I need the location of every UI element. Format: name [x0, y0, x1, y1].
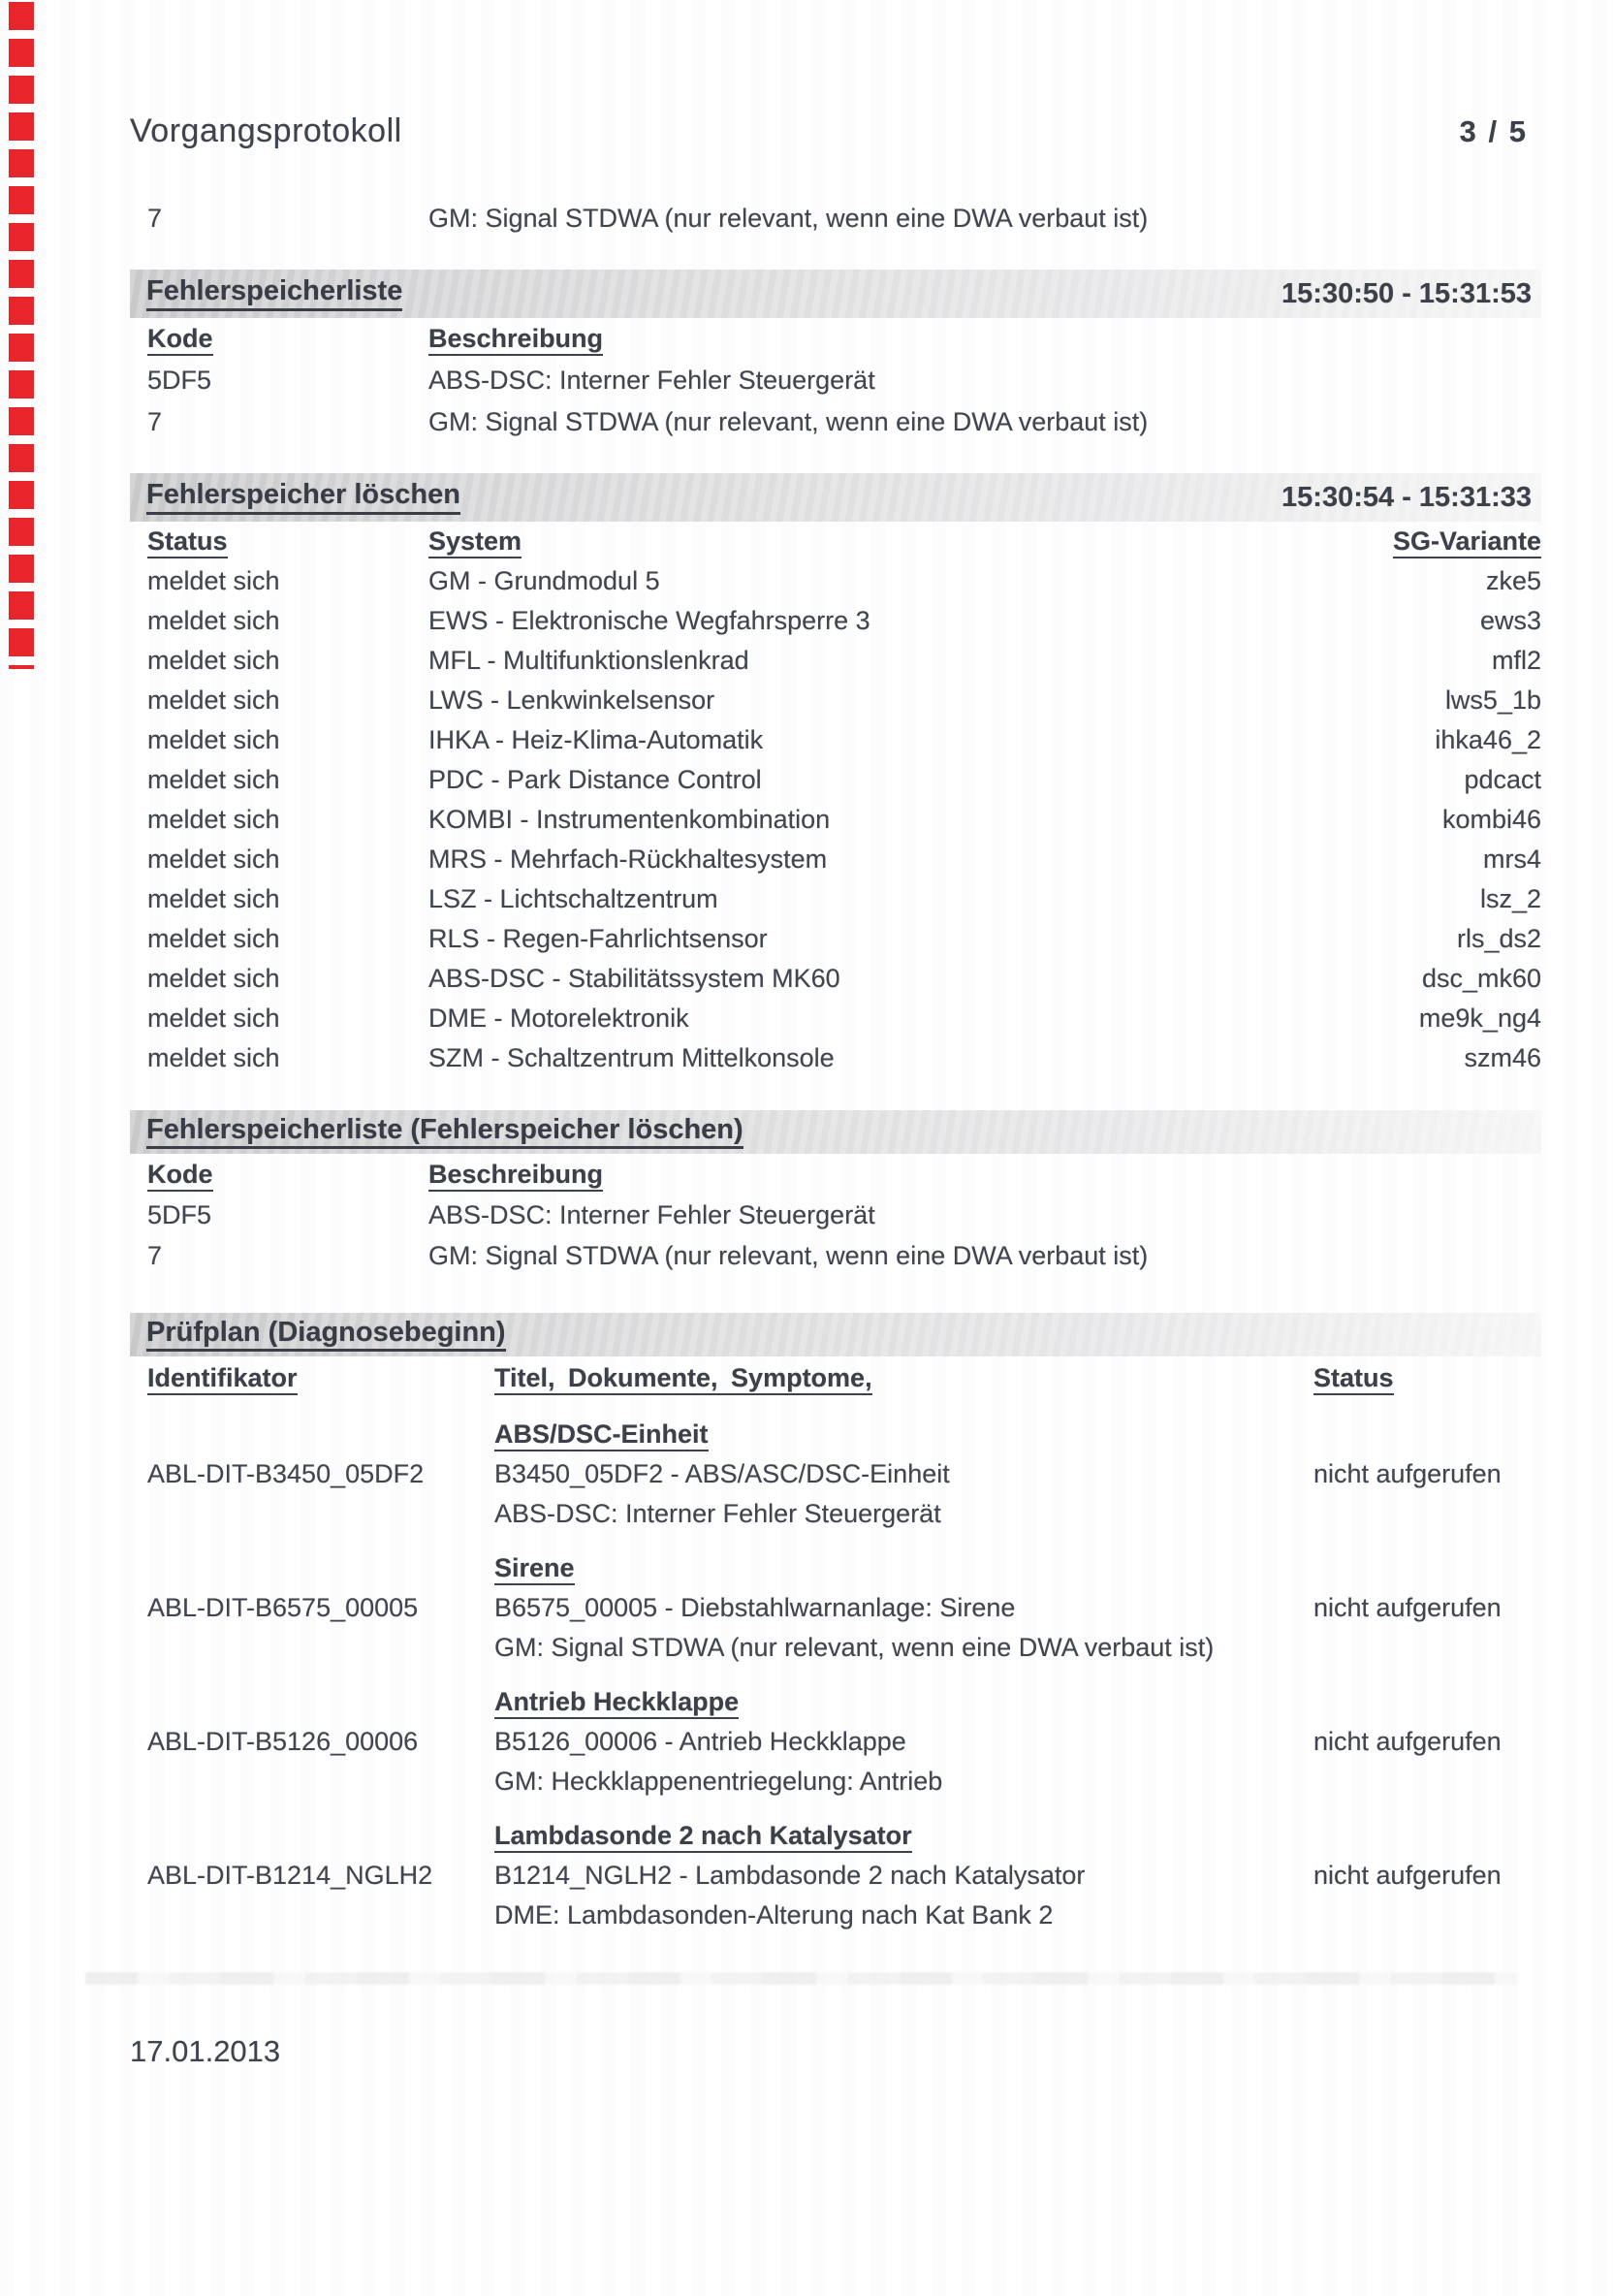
status-cell: meldet sich: [147, 566, 280, 595]
table-row: [130, 720, 1541, 760]
status-cell: nicht aufgerufen: [1313, 1593, 1502, 1622]
pruefplan-entry: [130, 1816, 1541, 1935]
status-cell: meldet sich: [147, 765, 280, 794]
section-bar-pruefplan: [130, 1313, 1541, 1356]
group-heading: Sirene: [494, 1553, 575, 1585]
system-cell: LWS - Lenkwinkelsensor: [428, 686, 715, 715]
symptom-line: ABS-DSC: Interner Fehler Steuergerät: [494, 1499, 941, 1528]
section-bar-fehlerspeicher-loeschen: [130, 473, 1541, 522]
beschreibung-cell: GM: Signal STDWA (nur relevant, wenn eine DWA verbaut ist): [428, 204, 1149, 233]
scan-artifact-red-marks: [9, 2, 34, 669]
table-header-row: [130, 1356, 1541, 1400]
system-cell: PDC - Park Distance Control: [428, 765, 762, 794]
identifikator-cell: ABL-DIT-B3450_05DF2: [147, 1459, 425, 1488]
table-row: [130, 840, 1541, 879]
table-row: [130, 1235, 1541, 1276]
titel-cell: B1214_NGLH2 - Lambdasonde 2 nach Katalysator: [494, 1861, 1086, 1890]
system-cell: DME - Motorelektronik: [428, 1004, 689, 1033]
section-fehlerspeicherliste-loeschen: [130, 1110, 1541, 1276]
system-cell: LSZ - Lichtschaltzentrum: [428, 884, 718, 913]
table-row: [130, 1454, 1541, 1494]
sg-variante-cell: kombi46: [1441, 805, 1541, 834]
beschreibung-cell: ABS-DSC: Interner Fehler Steuergerät: [428, 366, 875, 395]
sg-variante-cell: pdcact: [1464, 765, 1541, 794]
system-cell: KOMBI - Instrumentenkombination: [428, 805, 831, 834]
sg-variante-cell: lsz_2: [1479, 884, 1541, 913]
status-cell: nicht aufgerufen: [1313, 1459, 1502, 1488]
sg-variante-cell: lws5_1b: [1444, 686, 1541, 715]
titel-cell: B5126_00006 - Antrieb Heckklappe: [494, 1727, 906, 1756]
column-header-beschreibung: Beschreibung: [428, 1160, 603, 1192]
group-heading: Antrieb Heckklappe: [494, 1687, 739, 1719]
column-header-identifikator: Identifikator: [147, 1363, 298, 1395]
page-title: Vorgangsprotokoll: [130, 112, 402, 149]
system-cell: RLS - Regen-Fahrlichtsensor: [428, 924, 768, 953]
column-header-kode: Kode: [147, 324, 213, 356]
sg-variante-cell: ews3: [1479, 606, 1541, 635]
status-cell: meldet sich: [147, 606, 280, 635]
table-row: [130, 879, 1541, 919]
table-row: [130, 1038, 1541, 1078]
table-row: [130, 360, 1541, 401]
titel-cell: B6575_00005 - Diebstahlwarnanlage: Sirene: [494, 1593, 1016, 1622]
status-cell: meldet sich: [147, 805, 280, 834]
beschreibung-cell: GM: Signal STDWA (nur relevant, wenn eine DWA verbaut ist): [428, 407, 1149, 436]
document-content: [130, 0, 1541, 2071]
kode-cell: 5DF5: [147, 1200, 212, 1229]
column-header-sg-variante: SG-Variante: [1393, 526, 1541, 558]
system-cell: IHKA - Heiz-Klima-Automatik: [428, 725, 764, 754]
identifikator-cell: ABL-DIT-B1214_NGLH2: [147, 1861, 433, 1890]
fehlerspeicherliste-table: [130, 318, 1541, 443]
sg-variante-cell: rls_ds2: [1456, 924, 1541, 953]
status-cell: meldet sich: [147, 845, 280, 874]
status-cell: meldet sich: [147, 725, 280, 754]
system-cell: MRS - Mehrfach-Rückhaltesystem: [428, 845, 828, 874]
identifikator-cell: ABL-DIT-B5126_00006: [147, 1727, 419, 1756]
table-row: [130, 601, 1541, 641]
sg-variante-cell: szm46: [1464, 1043, 1541, 1072]
kode-cell: 7: [147, 204, 163, 233]
sg-variante-cell: mrs4: [1483, 845, 1541, 874]
section-title: Fehlerspeicherliste (Fehlerspeicher löschen): [146, 1115, 743, 1150]
table-row: [130, 681, 1541, 720]
section-title: Fehlerspeicherliste: [146, 276, 402, 311]
table-row: [130, 919, 1541, 959]
group-heading: ABS/DSC-Einheit: [494, 1419, 709, 1451]
status-cell: meldet sich: [147, 686, 280, 715]
kode-cell: 7: [147, 1241, 163, 1270]
section-pruefplan: [130, 1313, 1541, 1935]
system-cell: GM - Grundmodul 5: [428, 566, 660, 595]
section-time-range: 15:30:50 - 15:31:53: [1281, 277, 1532, 309]
table-row: [130, 401, 1541, 443]
column-header-status: Status: [1313, 1363, 1394, 1395]
fehlerspeicher-loeschen-table: [130, 522, 1541, 1078]
status-cell: meldet sich: [147, 1043, 280, 1072]
column-header-kode: Kode: [147, 1160, 213, 1192]
system-cell: MFL - Multifunktionslenkrad: [428, 646, 749, 675]
section-bar-fehlerspeicherliste-loeschen: [130, 1110, 1541, 1154]
section-title: Fehlerspeicher löschen: [146, 480, 460, 515]
beschreibung-cell: GM: Signal STDWA (nur relevant, wenn eine DWA verbaut ist): [428, 1241, 1149, 1270]
column-header-titel: Titel, Dokumente, Symptome,: [494, 1363, 872, 1395]
system-cell: EWS - Elektronische Wegfahrsperre 3: [428, 606, 870, 635]
column-header-beschreibung: Beschreibung: [428, 324, 603, 356]
sg-variante-cell: ihka46_2: [1435, 725, 1541, 754]
column-header-status: Status: [147, 526, 228, 558]
pruefplan-entry: [130, 1682, 1541, 1802]
group-heading: Lambdasonde 2 nach Katalysator: [494, 1821, 912, 1853]
table-row: [130, 1722, 1541, 1762]
status-cell: meldet sich: [147, 1004, 280, 1033]
table-row: [130, 561, 1541, 601]
status-cell: nicht aufgerufen: [1313, 1861, 1502, 1890]
table-header-row: [130, 522, 1541, 561]
table-header-row: [130, 318, 1541, 360]
symptom-line: GM: Heckklappenentriegelung: Antrieb: [494, 1767, 943, 1796]
beschreibung-cell: ABS-DSC: Interner Fehler Steuergerät: [428, 1200, 875, 1229]
section-time-range: 15:30:54 - 15:31:33: [1281, 481, 1532, 513]
symptom-line: DME: Lambdasonden-Alterung nach Kat Bank 2: [494, 1900, 1054, 1929]
table-row: [130, 959, 1541, 999]
table-row: [130, 641, 1541, 681]
status-cell: meldet sich: [147, 884, 280, 913]
carryover-row: [130, 199, 1541, 239]
system-cell: ABS-DSC - Stabilitätssystem MK60: [428, 964, 840, 993]
status-cell: meldet sich: [147, 646, 280, 675]
table-row: [130, 1195, 1541, 1235]
pruefplan-entry: [130, 1548, 1541, 1668]
section-bar-fehlerspeicherliste: [130, 270, 1541, 318]
table-row: [130, 760, 1541, 800]
table-row: [130, 999, 1541, 1038]
status-cell: nicht aufgerufen: [1313, 1727, 1502, 1756]
sg-variante-cell: dsc_mk60: [1421, 964, 1541, 993]
document-header: [130, 0, 1541, 150]
system-cell: SZM - Schaltzentrum Mittelkonsole: [428, 1043, 835, 1072]
symptom-line: GM: Signal STDWA (nur relevant, wenn eine DWA verbaut ist): [494, 1633, 1215, 1662]
page-number: 3 / 5: [1459, 114, 1528, 148]
footer-date: 17.01.2013: [130, 2034, 281, 2068]
column-header-system: System: [428, 526, 522, 558]
kode-cell: 7: [147, 407, 163, 436]
section-title: Prüfplan (Diagnosebeginn): [146, 1318, 506, 1353]
table-header-row: [130, 1154, 1541, 1195]
status-cell: meldet sich: [147, 924, 280, 953]
table-row: [130, 1588, 1541, 1628]
sg-variante-cell: me9k_ng4: [1418, 1004, 1541, 1033]
table-row: [130, 800, 1541, 840]
identifikator-cell: ABL-DIT-B6575_00005: [147, 1593, 419, 1622]
sg-variante-cell: mfl2: [1491, 646, 1541, 675]
sg-variante-cell: zke5: [1485, 566, 1541, 595]
pruefplan-entry: [130, 1415, 1541, 1534]
table-row: [130, 1856, 1541, 1896]
kode-cell: 5DF5: [147, 366, 212, 395]
status-cell: meldet sich: [147, 964, 280, 993]
titel-cell: B3450_05DF2 - ABS/ASC/DSC-Einheit: [494, 1459, 950, 1488]
